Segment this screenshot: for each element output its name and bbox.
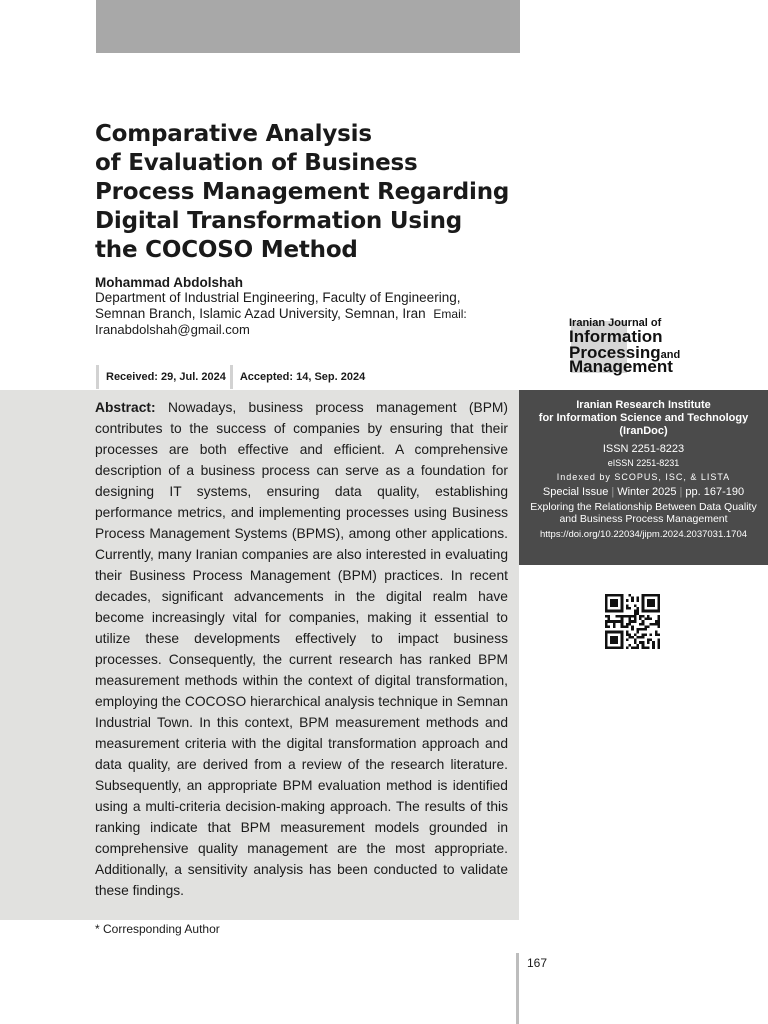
journal-logo bbox=[569, 317, 719, 377]
institute-name: for Information Science and Technology bbox=[538, 412, 749, 424]
logo-word: Processing bbox=[569, 343, 661, 362]
separator: | bbox=[679, 486, 683, 498]
publication-dates bbox=[96, 365, 369, 389]
title-line: Comparative Analysis bbox=[95, 121, 372, 147]
institute-abbrev: (IranDoc) bbox=[619, 425, 668, 437]
separator: | bbox=[611, 486, 615, 498]
qr-code-icon bbox=[604, 594, 661, 649]
title-line: Digital Transformation Using bbox=[95, 208, 463, 234]
abstract-text: Nowadays, business process management (BPM) contributes to the success of companies by ensuring that their processes are both effective and efficient. A comprehensive description of a business process can serve as a foundation for designing IT systems, ensuring data quality, establishing performance metrics, and implementing processes using Business Process Management Systems (BPMS), among other applications. Currently, many Iranian companies are also interested in evaluating their Business Process Management (BPM) practices. In recent decades, significant advancements in the digital realm have become increasingly vital for companies, making it essential to utilize these developments effectively to impact business processes. Consequently, the current research has ranked BPM measurement methods within the context of digital transformation, employing the COCOSO hierarchical analysis technique in Semnan Industrial Town. In this context, BPM measurement methods and measurement criteria with the digital transformation approach and data quality, are derived from a review of the research literature. Subsequently, an appropriate BPM evaluation method is identified using a multi-criteria decision-making approach. The results of this ranking indicate that BPM measurement models grounded in comprehensive quality management are the most appropriate. Additionally, a sensitivity analysis has been conducted to validate these findings. bbox=[95, 400, 508, 898]
issue-label: Special Issue bbox=[542, 486, 609, 498]
logo-line: Information bbox=[569, 327, 663, 346]
title-line: the COCOSO Method bbox=[95, 237, 358, 263]
corresponding-author-note: * Corresponding Author bbox=[95, 922, 220, 936]
email-label: Email: bbox=[433, 307, 467, 321]
abstract bbox=[95, 397, 508, 901]
eissn: eISSN 2251-8231 bbox=[607, 458, 680, 468]
title-line: of Evaluation of Business bbox=[95, 150, 418, 176]
accepted-date: Accepted: 14, Sep. 2024 bbox=[230, 365, 365, 389]
page-number-rule bbox=[516, 953, 519, 1024]
author-affiliation bbox=[95, 290, 515, 338]
issue-season: Winter 2025 bbox=[617, 486, 677, 498]
issue-pages: pp. 167-190 bbox=[685, 486, 745, 498]
logo-line: Management bbox=[569, 357, 673, 376]
affiliation-line: Department of Industrial Engineering, Faculty of Engineering, bbox=[95, 290, 461, 305]
indexing-info: Indexed by SCOPUS, ISC, & LISTA bbox=[556, 472, 731, 482]
doi-link[interactable]: https://doi.org/10.22034/jipm.2024.2037031.1704 bbox=[539, 529, 748, 540]
author-email: Iranabdolshah@gmail.com bbox=[95, 322, 250, 337]
title-line: Process Management Regarding bbox=[95, 179, 510, 205]
affiliation-address: Semnan Branch, Islamic Azad University, Semnan, Iran bbox=[95, 306, 426, 321]
header-band bbox=[96, 0, 520, 53]
logo-word: and bbox=[660, 349, 681, 361]
issue-info bbox=[519, 486, 768, 498]
received-date: Received: 29, Jul. 2024 bbox=[96, 365, 226, 389]
issn: ISSN 2251-8223 bbox=[602, 443, 685, 455]
special-issue-title: Exploring the Relationship Between Data Quality and Business Process Management bbox=[530, 501, 757, 525]
paper-title bbox=[95, 120, 535, 265]
author-name: Mohammad Abdolshah bbox=[95, 275, 244, 290]
page-number: 167 bbox=[527, 956, 548, 970]
journal-info-box bbox=[519, 390, 768, 565]
institute-name: Iranian Research Institute bbox=[576, 399, 711, 411]
abstract-label: Abstract: bbox=[95, 400, 156, 415]
logo-line: Iranian Journal of bbox=[569, 317, 662, 329]
affiliation-line bbox=[95, 306, 515, 322]
